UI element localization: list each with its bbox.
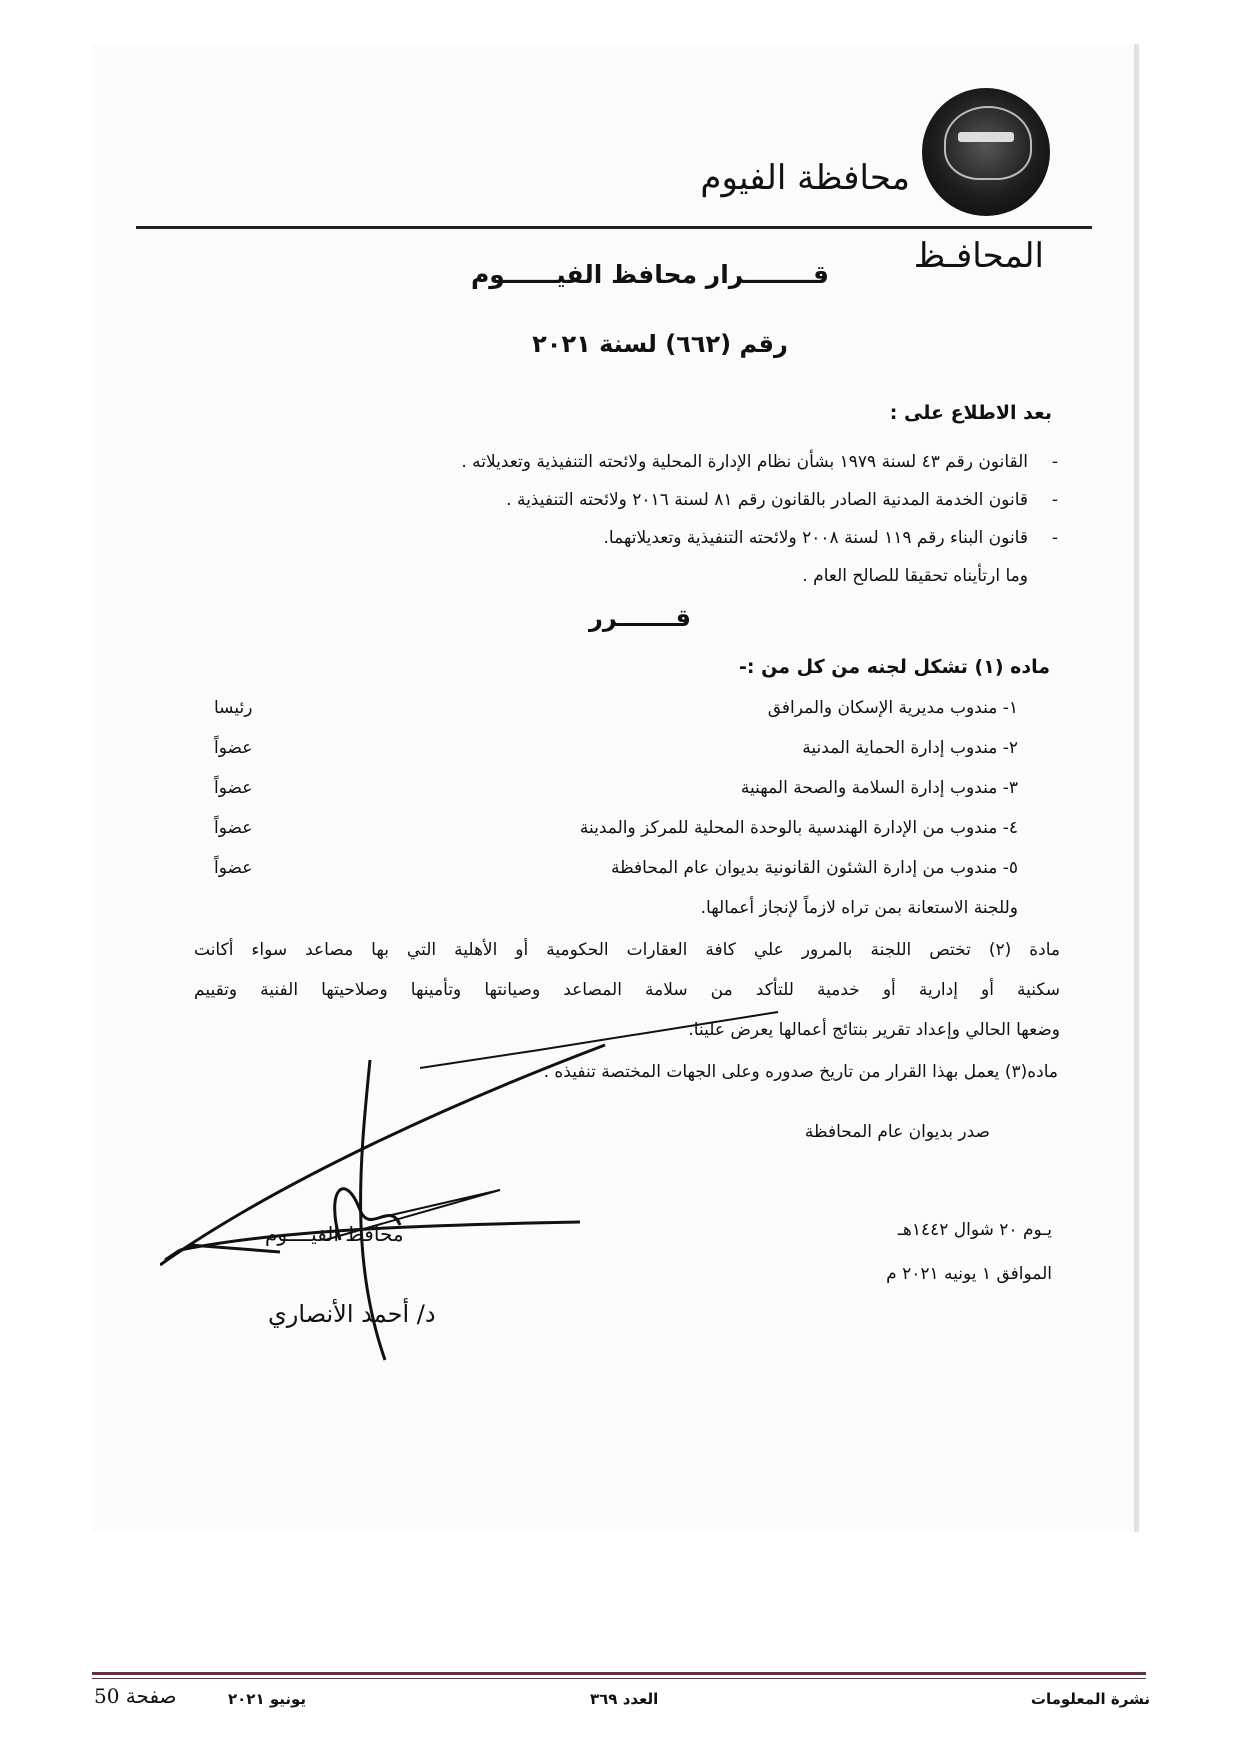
preamble-closing: وما ارتأيناه تحقيقا للصالح العام . [802, 566, 1028, 586]
member-1: ١- مندوب مديرية الإسكان والمرافق [767, 698, 1018, 718]
member-3: ٣- مندوب إدارة السلامة والصحة المهنية [740, 778, 1018, 798]
decide-word: قـــــــرر [589, 604, 691, 632]
footer-month: يونيو ٢٠٢١ [228, 1690, 307, 1708]
signatory-name: د/ أحمد الأنصاري [268, 1300, 436, 1328]
article-2-line: وضعها الحالي وإعداد تقرير بنتائج أعمالها يعرض علينا. [688, 1020, 1060, 1040]
decision-number: رقم (٦٦٢) لسنة ٢٠٢١ [532, 330, 788, 358]
footer-page-number: صفحة 50 [94, 1684, 177, 1708]
header-divider [136, 226, 1092, 229]
decision-title: قــــــــرار محافظ الفيــــــوم [470, 260, 830, 289]
governorate-name: محافظة الفيوم [700, 158, 910, 198]
member-5-role: عضواً [214, 858, 253, 878]
member-5: ٥- مندوب من إدارة الشئون القانونية بديوان عام المحافظة [611, 858, 1018, 878]
article-2-line: سكنية أو إدارية أو خدمية للتأكد من سلامة المصاعد وصيانتها وتأمينها وصلاحيتها الفنية وتقييم [194, 980, 1060, 1000]
signatory-title: محافظ الفيــــوم [265, 1222, 404, 1246]
member-2-role: عضواً [214, 738, 253, 758]
member-2: ٢- مندوب إدارة الحماية المدنية [802, 738, 1018, 758]
article-2-line: مادة (٢) تختص اللجنة بالمرور علي كافة العقارات الحكومية أو الأهلية التي بها مصاعد سواء أكانت [194, 940, 1060, 960]
preamble-heading: بعد الاطلاع على : [889, 402, 1052, 424]
governor-label: المحافـظ [913, 236, 1044, 276]
member-3-role: عضواً [214, 778, 253, 798]
issued-place: صدر بديوان عام المحافظة [804, 1122, 990, 1142]
footer-rule-thin [92, 1678, 1146, 1679]
preamble-item: -قانون الخدمة المدنية الصادر بالقانون رقم ٨١ لسنة ٢٠١٦ ولائحته التنفيذية . [506, 490, 1058, 510]
article-3: ماده(٣) يعمل بهذا القرار من تاريخ صدوره وعلى الجهات المختصة تنفيذه . [543, 1062, 1058, 1082]
handwritten-signature [160, 1040, 680, 1380]
preamble-item: -قانون البناء رقم ١١٩ لسنة ٢٠٠٨ ولائحته التنفيذية وتعديلاتهما. [603, 528, 1058, 548]
member-1-role: رئيسا [214, 698, 253, 718]
article-1-heading: ماده (١) تشكل لجنه من كل من :- [739, 656, 1050, 678]
article-1-note: وللجنة الاستعانة بمن تراه لازماً لإنجاز أعمالها. [700, 898, 1018, 918]
preamble-item: -القانون رقم ٤٣ لسنة ١٩٧٩ بشأن نظام الإدارة المحلية ولائحته التنفيذية وتعديلاته . [461, 452, 1058, 472]
signature-stroke-top [420, 1010, 780, 1070]
footer-issue: العدد ٣٦٩ [590, 1690, 659, 1708]
governorate-seal-icon [922, 88, 1050, 216]
seal-emblem [944, 106, 1032, 180]
member-4-role: عضواً [214, 818, 253, 838]
date-hijri: يـوم ٢٠ شوال ١٤٤٢هـ [897, 1220, 1052, 1240]
seal-banner [958, 132, 1014, 142]
footer-rule [92, 1672, 1146, 1675]
footer-publication: نشرة المعلومات [1030, 1690, 1150, 1708]
member-4: ٤- مندوب من الإدارة الهندسية بالوحدة المحلية للمركز والمدينة [579, 818, 1018, 838]
date-gregorian: الموافق ١ يونيه ٢٠٢١ م [886, 1264, 1052, 1284]
